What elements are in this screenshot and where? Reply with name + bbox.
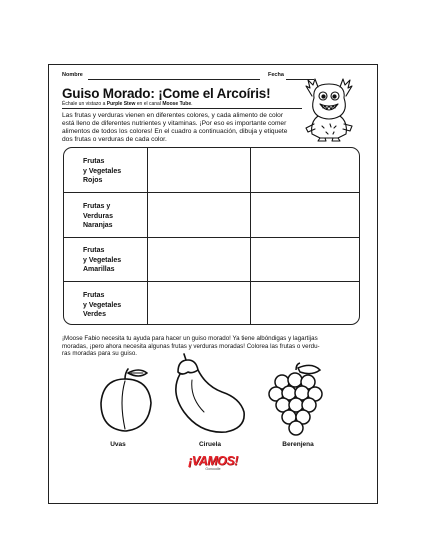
worksheet-title: Guiso Morado: ¡Come el Arcoíris!: [62, 86, 271, 101]
subtitle-show: Purple Stew: [106, 101, 136, 107]
subtitle-prefix: Échale un vistazo a: [62, 101, 107, 107]
fruit-label-berenjena: Berenjena: [282, 441, 314, 448]
color-chart-table: [63, 147, 360, 325]
row-divider: [64, 281, 359, 282]
row-label-line: y Vegetales: [83, 167, 122, 175]
fruit-label-ciruela: Ciruela: [198, 441, 222, 448]
row-divider: [64, 237, 359, 238]
row-label-yellow: [83, 246, 143, 275]
row-label-line: Frutas y: [83, 203, 111, 210]
logo-sub-text: Gonoodle: [205, 467, 221, 471]
row-label-line: y Vegetales: [83, 301, 122, 309]
row-label-green: [83, 291, 143, 320]
worksheet-subtitle: [62, 101, 193, 107]
row-label-line: Amarillas: [83, 266, 115, 273]
vamos-logo: [188, 454, 238, 471]
title-divider: [62, 108, 302, 109]
subtitle-suffix: .: [191, 101, 193, 107]
plum-icon[interactable]: [95, 365, 157, 435]
intro-line: Las frutas y verduras vienen en diferentes colores, y cada alimento de color: [62, 112, 284, 119]
row-label-line: Frutas: [83, 292, 105, 299]
name-field-line[interactable]: [88, 79, 260, 80]
instructions-line: ras moradas para su guiso.: [62, 350, 137, 358]
row-label-red: [83, 157, 143, 186]
row-label-line: Verduras: [83, 212, 113, 220]
subtitle-middle: en el canal: [135, 101, 163, 107]
row-label-line: Frutas: [83, 247, 105, 254]
intro-line: está lleno de diferentes nutrientes y vitaminas. ¡Por eso es importante comer: [62, 120, 287, 128]
instructions-line: moradas, ¡pero ahora necesita algunas frutas y verduras moradas! Colorea las frutas o verdu-: [62, 342, 320, 350]
eggplant-icon[interactable]: [170, 352, 250, 436]
intro-paragraph: [62, 112, 312, 144]
column-divider: [250, 148, 251, 324]
grapes-icon[interactable]: [262, 362, 332, 438]
row-label-line: Naranjas: [83, 222, 113, 229]
row-label-line: y Vegetales: [83, 256, 122, 264]
column-divider: [147, 148, 148, 324]
moose-mascot-icon: [300, 76, 358, 142]
intro-line: dos frutas o verduras de cada color.: [62, 136, 167, 144]
name-label: Nombre: [62, 72, 83, 78]
date-label: Fecha: [268, 72, 284, 78]
row-label-line: Verdes: [83, 311, 106, 318]
row-divider: [64, 192, 359, 193]
fruit-label-uvas: Uvas: [110, 441, 126, 448]
row-label-line: Rojos: [83, 177, 103, 184]
instructions-line: ¡Moose Fabio necesita tu ayuda para hacer un guiso morado! Ya tiene albóndigas y lagartijas: [62, 335, 318, 342]
intro-line: alimentos de todos los colores! En el cuadro a continuación, dibuja y etiquete: [62, 128, 288, 136]
logo-main-text: ¡VAMOS!: [188, 454, 238, 468]
row-label-orange: [83, 202, 143, 231]
subtitle-channel: Moose Tube: [162, 101, 192, 107]
row-label-line: Frutas: [83, 158, 105, 165]
